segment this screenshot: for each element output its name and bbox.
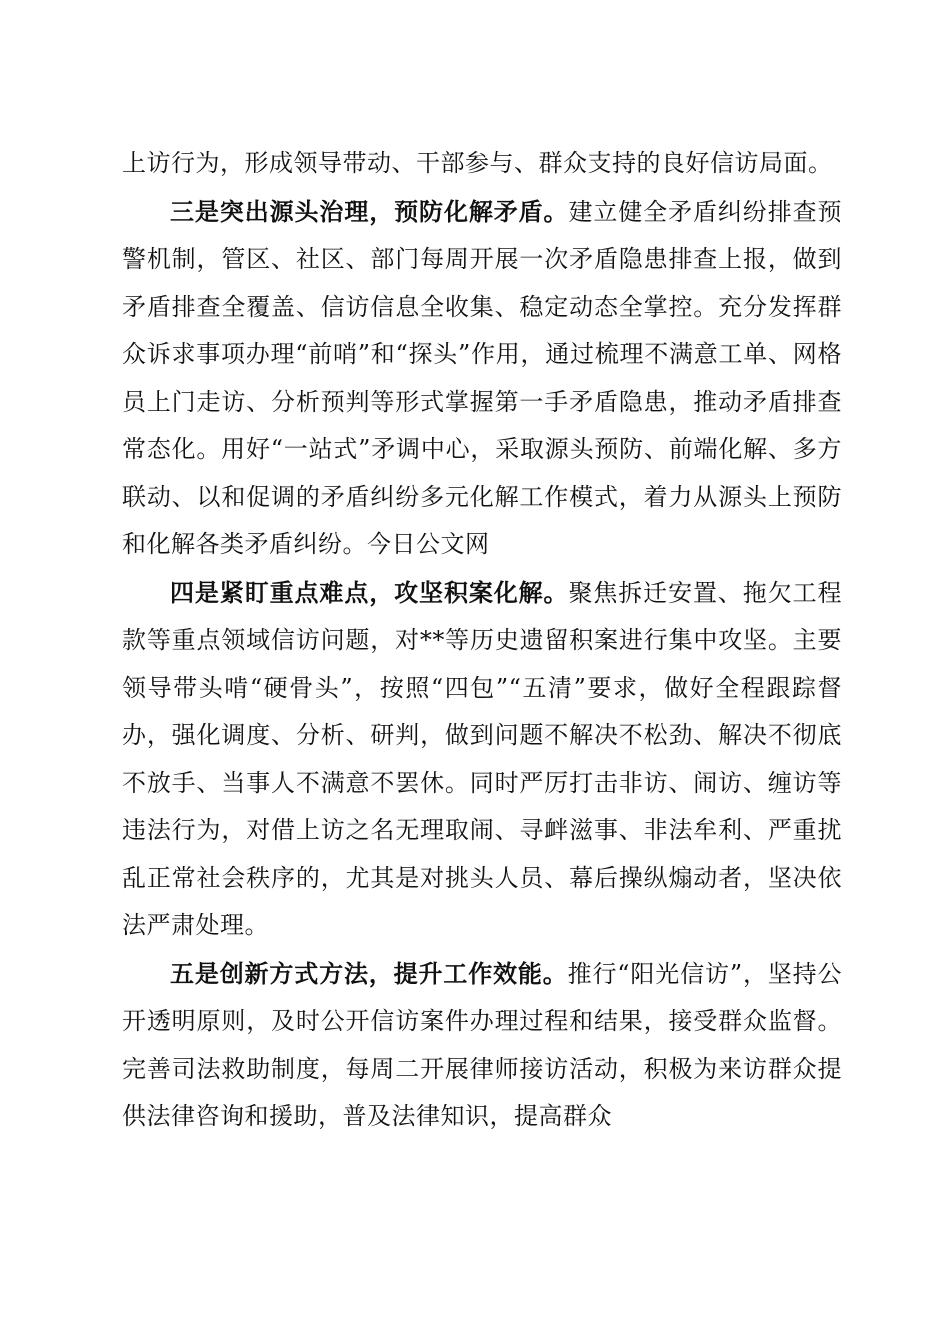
paragraph-innovation: [122, 950, 842, 1141]
paragraph-key-difficulties: [122, 569, 842, 950]
paragraph-body: 建立健全矛盾纠纷排查预警机制，管区、社区、部门每周开展一次矛盾隐患排查上报，做到矛盾排查全覆盖、信访信息全收集、稳定动态全掌控。充分发挥群众诉求事项办理“前哨”和“探头”作用，通过梳理不满意工单、网格员上门走访、分析预判等形式掌握第一手矛盾隐患，推动矛盾排查常态化。用好“一站式”矛调中心，采取源头预防、前端化解、多方联动、以和促调的矛盾纠纷多元化解工作模式，着力从源头上预防和化解各类矛盾纠纷。今日公文网: [122, 197, 843, 558]
document-body: [122, 140, 842, 1141]
paragraph-body: 上访行为，形成领导带动、干部参与、群众支持的良好信访局面。: [122, 149, 833, 177]
paragraph-body: 聚焦拆迁安置、拖欠工程款等重点领域信访问题，对**等历史遗留积案进行集中攻坚。主要领导带头啃“硬骨头”，按照“四包”“五清”要求，做好全程跟踪督办，强化调度、分析、研判，做到问题不解决不松劲、解决不彻底不放手、当事人不满意不罢休。同时严厉打击非访、闹访、缠访等违法行为，对借上访之名无理取闹、寻衅滋事、非法牟利、严重扰乱正常社会秩序的，尤其是对挑头人员、幕后操纵煽动者，坚决依法严肃处理。: [122, 578, 843, 939]
paragraph-source-governance: [122, 188, 842, 569]
paragraph-heading: 五是创新方式方法，提升工作效能。: [170, 958, 568, 988]
paragraph-heading: 四是紧盯重点难点，攻坚积案化解。: [170, 577, 569, 607]
paragraph-continuation: [122, 140, 842, 188]
paragraph-body: 推行“阳光信访”，坚持公开透明原则，及时公开信访案件办理过程和结果，接受群众监督。完善司法救助制度，每周二开展律师接访活动，积极为来访群众提供法律咨询和援助，普及法律知识，提高群众: [122, 959, 842, 1130]
paragraph-heading: 三是突出源头治理，预防化解矛盾。: [170, 196, 569, 226]
